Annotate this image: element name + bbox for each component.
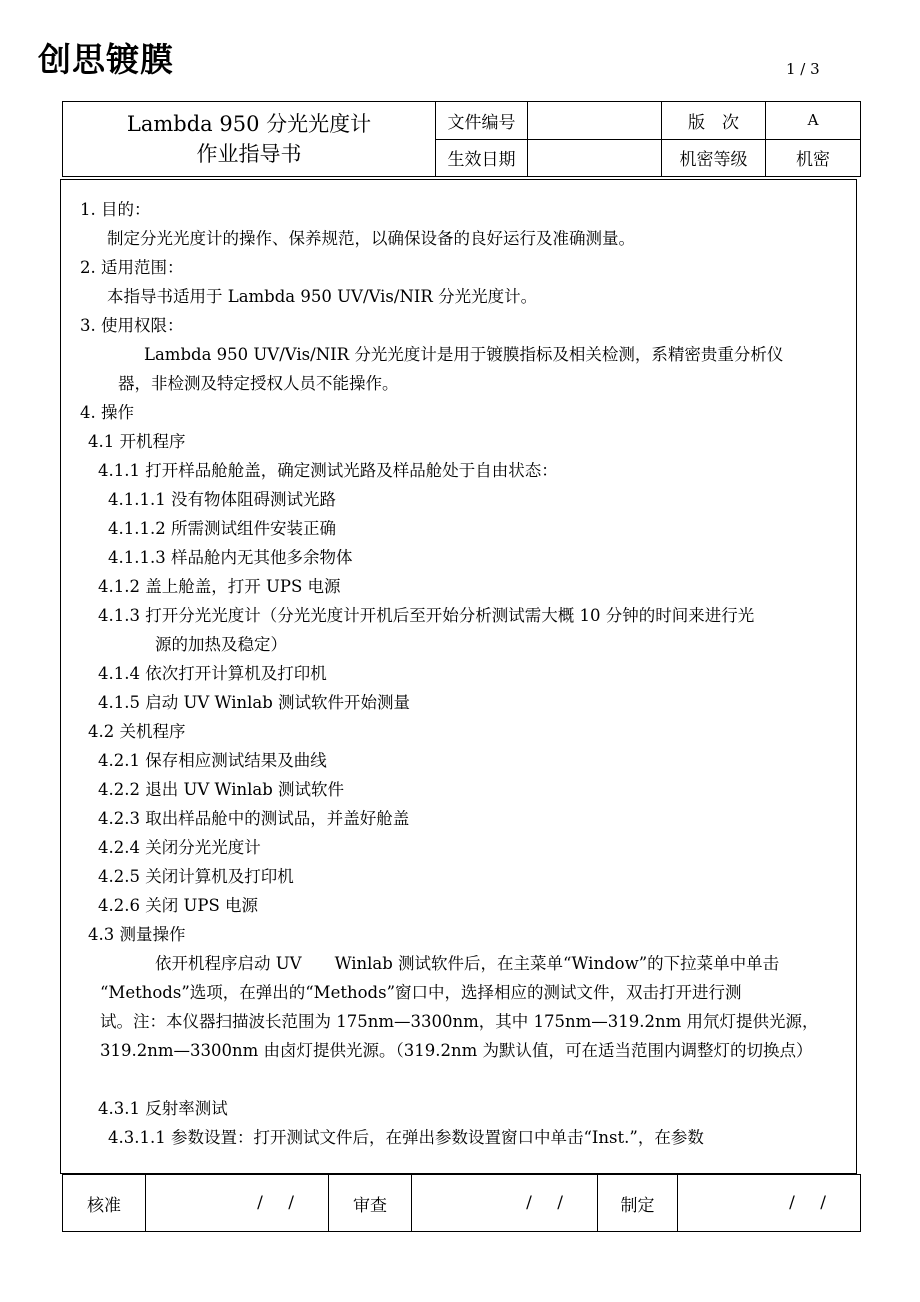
body-line: Lambda 950 UV/Vis/NIR 分光光度计是用于镀膜指标及相关检测，系精密贵重分析仪 xyxy=(144,345,784,364)
approval-footer-table xyxy=(62,1174,861,1232)
body-line: 4.1.1 打开样品舱舱盖，确定测试光路及样品舱处于自由状态： xyxy=(98,461,558,480)
effective-date-label: 生效日期 xyxy=(436,139,528,177)
body-line: 4.2.5 关闭计算机及打印机 xyxy=(98,867,294,886)
body-line: 4.2.3 取出样品舱中的测试品，并盖好舱盖 xyxy=(98,809,410,828)
body-line: 源的加热及稳定） xyxy=(155,635,287,654)
company-name: 创思镀膜 xyxy=(38,40,174,79)
section-3-heading: 3. 使用权限： xyxy=(80,316,184,335)
subsection-heading: 4.3 测量操作 xyxy=(88,925,186,944)
subsection-heading: 4.1 开机程序 xyxy=(88,432,186,451)
body-line: 4.1.2 盖上舱盖，打开 UPS 电源 xyxy=(98,577,341,596)
body-line: 4.1.5 启动 UV Winlab 测试软件开始测量 xyxy=(98,693,411,712)
body-line: 4.1.4 依次打开计算机及打印机 xyxy=(98,664,327,683)
body-line: 319.2nm—3300nm 由卤灯提供光源。（319.2nm 为默认值，可在适当范围内调整灯的切换点） xyxy=(100,1041,813,1060)
body-line: 本指导书适用于 Lambda 950 UV/Vis/NIR 分光光度计。 xyxy=(107,287,538,306)
body-line: 4.2.2 退出 UV Winlab 测试软件 xyxy=(98,780,345,799)
effective-date-value xyxy=(528,139,662,177)
document-title-line2: 作业指导书 xyxy=(196,142,302,166)
version-label: 版 次 xyxy=(662,102,766,140)
subsection-heading: 4.2 关机程序 xyxy=(88,722,186,741)
review-date: / / xyxy=(412,1175,598,1232)
doc-no-label: 文件编号 xyxy=(436,102,528,140)
body-line: 4.1.1.3 样品舱内无其他多余物体 xyxy=(108,548,353,567)
prepare-label: 制定 xyxy=(598,1175,678,1232)
review-label: 审查 xyxy=(329,1175,412,1232)
version-value: A xyxy=(766,102,861,140)
secrecy-value: 机密 xyxy=(766,139,861,177)
approve-label: 核准 xyxy=(63,1175,146,1232)
body-line: 试。注：本仪器扫描波长范围为 175nm—3300nm，其中 175nm—319.2nm 用氘灯提供光源， xyxy=(100,1012,819,1031)
section-4-heading: 4. 操作 xyxy=(80,403,134,422)
document-header-table xyxy=(62,101,861,177)
body-line: 4.2.1 保存相应测试结果及曲线 xyxy=(98,751,327,770)
body-line: 4.1.1.2 所需测试组件安装正确 xyxy=(108,519,336,538)
prepare-date: / / xyxy=(678,1175,861,1232)
body-line: 4.2.6 关闭 UPS 电源 xyxy=(98,896,259,915)
section-2-heading: 2. 适用范围： xyxy=(80,258,184,277)
approve-date: / / xyxy=(146,1175,329,1232)
page-number: 1 / 3 xyxy=(786,60,820,78)
document-title-line1: Lambda 950 分光光度计 xyxy=(126,112,372,136)
body-line: 制定分光光度计的操作、保养规范，以确保设备的良好运行及准确测量。 xyxy=(107,229,635,248)
secrecy-label: 机密等级 xyxy=(662,139,766,177)
body-line: 4.2.4 关闭分光光度计 xyxy=(98,838,261,857)
subsection-heading: 4.3.1 反射率测试 xyxy=(98,1099,228,1118)
doc-no-value xyxy=(528,102,662,140)
body-line: 器，非检测及特定授权人员不能操作。 xyxy=(118,374,399,393)
document-title xyxy=(63,102,436,177)
body-line: 4.1.1.1 没有物体阻碍测试光路 xyxy=(108,490,336,509)
body-line: 4.3.1.1 参数设置：打开测试文件后，在弹出参数设置窗口中单击“Inst.”，在参数 xyxy=(108,1128,704,1147)
section-1-heading: 1. 目的： xyxy=(80,200,151,219)
body-line: “Methods”选项，在弹出的“Methods”窗口中，选择相应的测试文件，双击打开进行测 xyxy=(100,983,742,1002)
body-line: 依开机程序启动 UV Winlab 测试软件后，在主菜单“Window”的下拉菜单中单击 xyxy=(155,954,780,973)
body-line: 4.1.3 打开分光光度计（分光光度计开机后至开始分析测试需大概 10 分钟的时间来进行光 xyxy=(98,606,755,625)
